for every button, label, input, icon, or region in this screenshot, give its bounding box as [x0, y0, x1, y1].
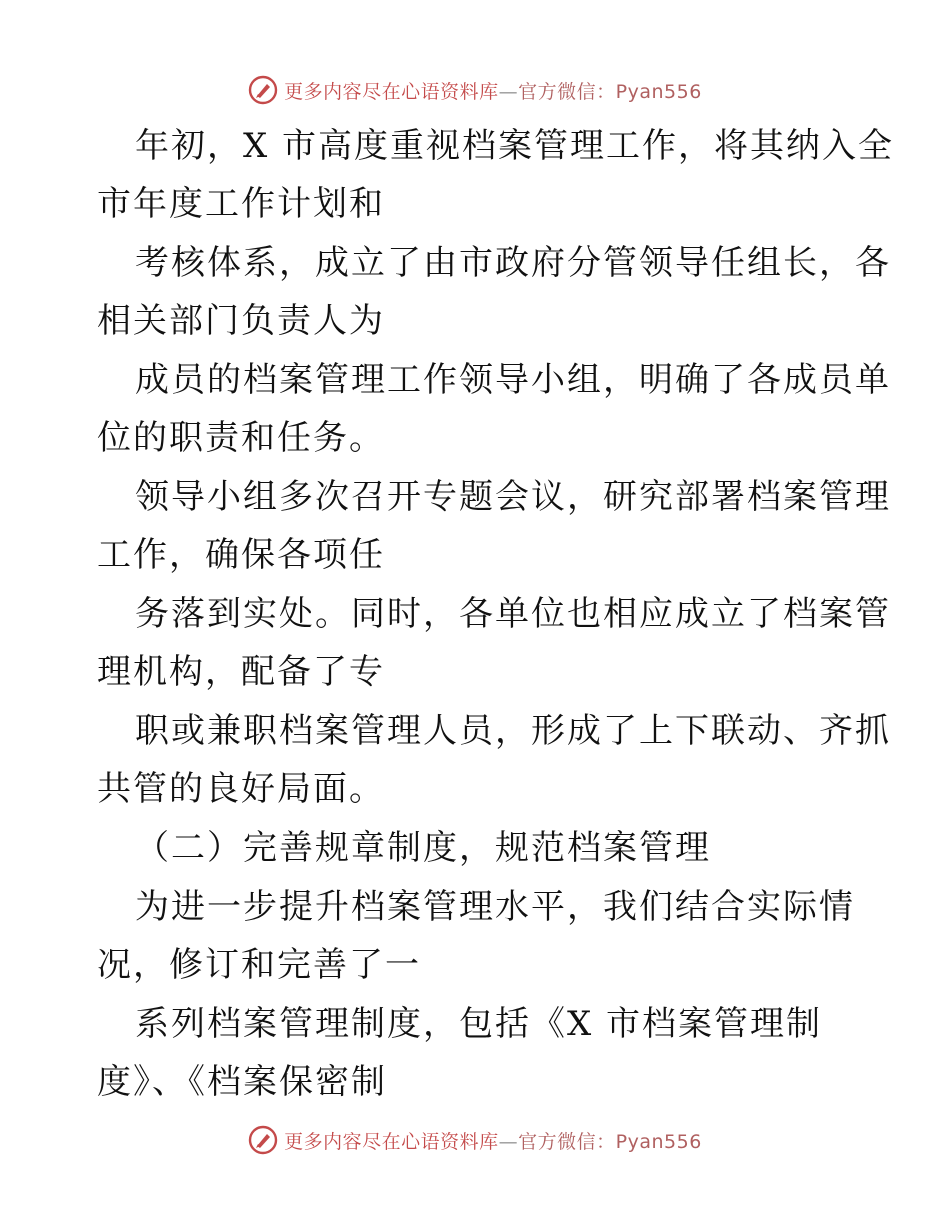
footer-banner	[0, 1120, 950, 1160]
footer-banner-wechat: 官方微信：Pyan556	[518, 1130, 702, 1153]
header-banner-wechat: 官方微信：Pyan556	[518, 80, 702, 103]
paragraph-3-line-2: 位的职责和任务。	[97, 418, 385, 458]
header-banner-title: 更多内容尽在心语资料库	[284, 80, 499, 103]
paragraph-4-line-1: 领导小组多次召开专题会议，研究部署档案管理	[135, 477, 891, 517]
pen-nib-logo-icon	[248, 75, 278, 105]
section-heading: （二）完善规章制度，规范档案管理	[135, 828, 711, 868]
header-banner-dash: —	[498, 80, 519, 103]
paragraph-6-line-1: 职或兼职档案管理人员，形成了上下联动、齐抓	[135, 711, 891, 751]
pen-nib-logo-icon	[248, 1125, 278, 1155]
paragraph-2-line-1: 考核体系，成立了由市政府分管领导任组长，各	[135, 243, 891, 283]
paragraph-7-line-1: 为进一步提升档案管理水平，我们结合实际情	[135, 887, 855, 927]
paragraph-7-line-2: 况，修订和完善了一	[97, 945, 421, 985]
paragraph-1-line-2: 市年度工作计划和	[97, 184, 385, 224]
paragraph-5-line-2: 理机构，配备了专	[97, 652, 385, 692]
footer-banner-title: 更多内容尽在心语资料库	[284, 1130, 499, 1153]
header-banner-text	[284, 77, 702, 104]
paragraph-4-line-2: 工作，确保各项任	[97, 535, 385, 575]
paragraph-5-line-1: 务落到实处。同时，各单位也相应成立了档案管	[135, 594, 891, 634]
footer-banner-text	[284, 1127, 702, 1154]
paragraph-6-line-2: 共管的良好局面。	[97, 769, 385, 809]
footer-banner-dash: —	[498, 1130, 519, 1153]
paragraph-8-line-1: 系列档案管理制度，包括《X 市档案管理制	[135, 1004, 823, 1044]
paragraph-2-line-2: 相关部门负责人为	[97, 301, 385, 341]
paragraph-1-line-1: 年初，X 市高度重视档案管理工作，将其纳入全	[135, 126, 895, 166]
header-banner	[0, 70, 950, 110]
paragraph-8-line-2: 度》、《档案保密制	[97, 1062, 387, 1102]
paragraph-3-line-1: 成员的档案管理工作领导小组，明确了各成员单	[135, 360, 891, 400]
